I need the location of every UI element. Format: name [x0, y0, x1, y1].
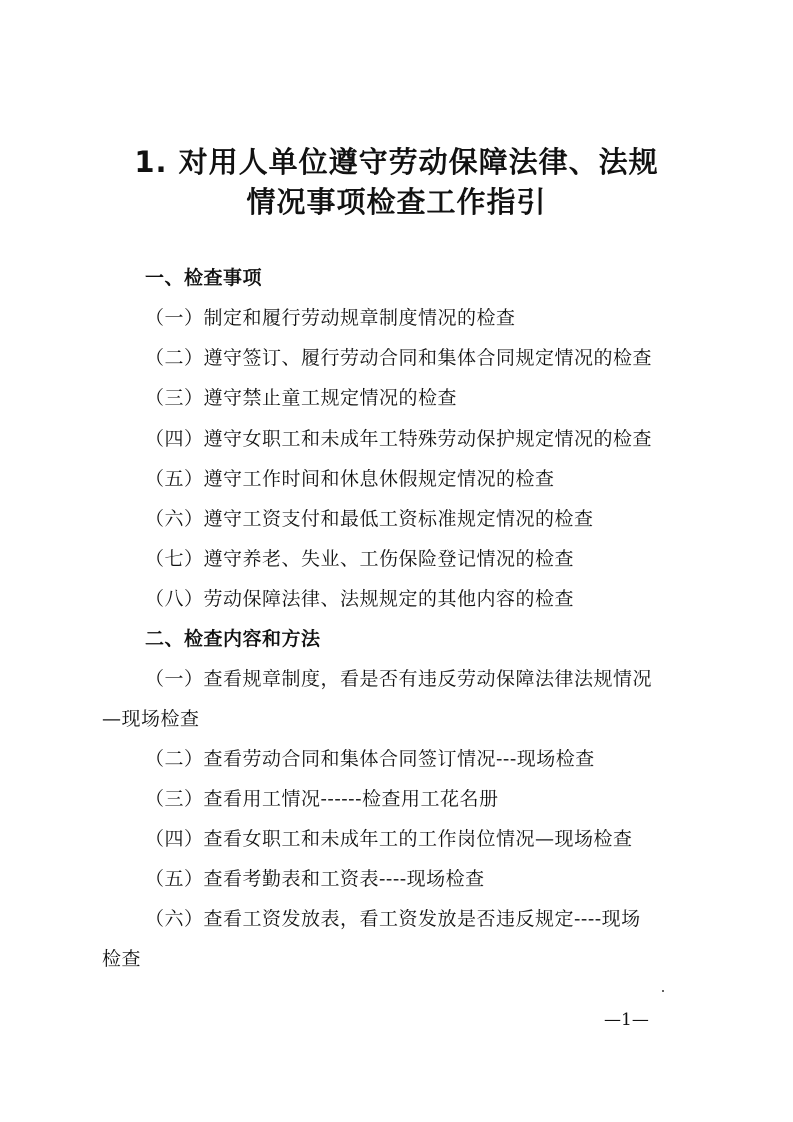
section-heading: 一、检查事项: [145, 267, 263, 289]
list-item: （二）遵守签订、履行劳动合同和集体合同规定情况的检查: [145, 347, 653, 369]
list-item: （六）遵守工资支付和最低工资标准规定情况的检查: [145, 508, 594, 530]
list-item: （六）查看工资发放表，看工资发放是否违反规定----现场: [145, 908, 641, 930]
list-item: （五）遵守工作时间和休息休假规定情况的检查: [145, 468, 555, 490]
list-item: （一）制定和履行劳动规章制度情况的检查: [145, 307, 516, 329]
list-item: （五）查看考勤表和工资表----现场检查: [145, 868, 485, 890]
document-title-line-1: 1. 对用人单位遵守劳动保障法律、法规: [134, 145, 659, 179]
scan-speck: [662, 990, 664, 992]
list-item-continuation: 检查: [102, 948, 142, 970]
list-item: （二）查看劳动合同和集体合同签订情况---现场检查: [145, 748, 595, 770]
list-item: （四）遵守女职工和未成年工特殊劳动保护规定情况的检查: [145, 428, 653, 450]
list-item-continuation: —现场检查: [102, 708, 200, 730]
list-item: （四）查看女职工和未成年工的工作岗位情况—现场检查: [145, 828, 633, 850]
list-item: （一）查看规章制度，看是否有违反劳动保障法律法规情况: [145, 668, 653, 690]
list-item: （三）查看用工情况------检查用工花名册: [145, 788, 499, 810]
list-item: （七）遵守养老、失业、工伤保险登记情况的检查: [145, 548, 575, 570]
list-item: （三）遵守禁止童工规定情况的检查: [145, 387, 458, 409]
list-item: （八）劳动保障法律、法规规定的其他内容的检查: [145, 588, 575, 610]
document-title-line-2: 情况事项检查工作指引: [246, 185, 547, 219]
page-number: —1—: [604, 1010, 649, 1030]
section-heading: 二、检查内容和方法: [145, 628, 321, 650]
